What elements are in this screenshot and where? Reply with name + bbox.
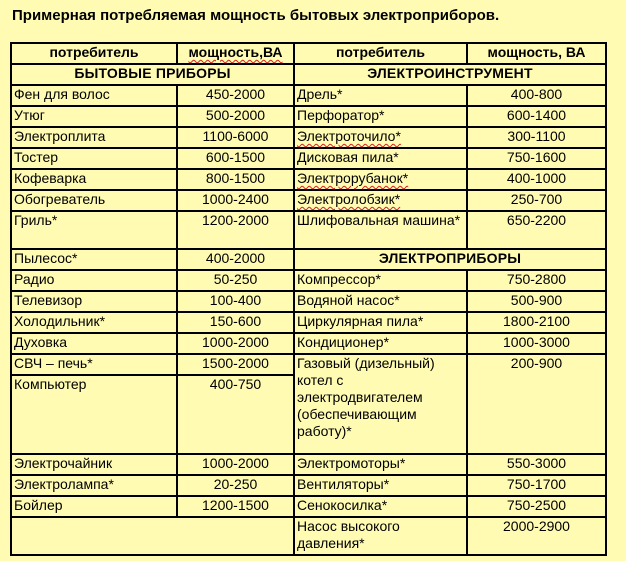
left-name: Радио: [11, 270, 177, 291]
tool-name: Электроточило*: [294, 127, 467, 148]
header-consumer-left: потребитель: [11, 43, 177, 64]
appliance-power: 500-900: [467, 291, 606, 312]
tool-power: 400-1000: [467, 169, 606, 190]
left-name: Телевизор: [11, 291, 177, 312]
left-power: 800-1500: [177, 169, 294, 190]
tool-power: 250-700: [467, 190, 606, 211]
appliance-power: 1000-3000: [467, 333, 606, 354]
appliance-power: 750-2800: [467, 270, 606, 291]
table-row: [11, 354, 606, 375]
empty-cell: [11, 517, 294, 555]
table-row: [11, 249, 606, 270]
tool-power: 400-800: [467, 85, 606, 106]
left-name: Компьютер: [11, 375, 177, 454]
left-power: 500-2000: [177, 106, 294, 127]
table-row: [11, 169, 606, 190]
appliance-power: 200-900: [467, 354, 606, 454]
left-name: Кофеварка: [11, 169, 177, 190]
left-power: 1500-2000: [177, 354, 294, 375]
table-row: [11, 127, 606, 148]
tool-power: 300-1100: [467, 127, 606, 148]
page-title: Примерная потребляемая мощность бытовых электроприборов.: [12, 7, 500, 24]
section-tools: ЭЛЕКТРОИНСТРУМЕНТ: [294, 64, 606, 85]
left-name: Бойлер: [11, 496, 177, 517]
header-power-right: мощность, ВА: [467, 43, 606, 64]
left-power: 1000-2000: [177, 454, 294, 475]
table-row: [11, 190, 606, 211]
left-power: 1200-2000: [177, 211, 294, 249]
appliance-name: Насос высокого давления*: [294, 517, 467, 555]
left-power: 1200-1500: [177, 496, 294, 517]
table-row: [11, 291, 606, 312]
table-row: [11, 270, 606, 291]
appliance-power: 550-3000: [467, 454, 606, 475]
appliance-name: Кондиционер*: [294, 333, 467, 354]
left-name: Утюг: [11, 106, 177, 127]
appliance-name: Компрессор*: [294, 270, 467, 291]
left-name: Электроплита: [11, 127, 177, 148]
appliance-name: Сенокосилка*: [294, 496, 467, 517]
left-name: Тостер: [11, 148, 177, 169]
appliance-name: Циркулярная пила*: [294, 312, 467, 333]
tool-name: Шлифовальная машина*: [294, 211, 467, 249]
table-row: [11, 148, 606, 169]
table-row: [11, 496, 606, 517]
appliance-power: 2000-2900: [467, 517, 606, 555]
section-appliances: ЭЛЕКТРОПРИБОРЫ: [294, 249, 606, 270]
left-power: 100-400: [177, 291, 294, 312]
left-power: 150-600: [177, 312, 294, 333]
table-row: [11, 333, 606, 354]
table-row: [11, 211, 606, 249]
tool-name: Электролобзик*: [294, 190, 467, 211]
left-power: 20-250: [177, 475, 294, 496]
left-name: Пылесос*: [11, 249, 177, 270]
table-row: [11, 517, 606, 555]
power-table: [10, 42, 607, 556]
left-power: 400-750: [177, 375, 294, 454]
left-name: СВЧ – печь*: [11, 354, 177, 375]
tool-name: Электрорубанок*: [294, 169, 467, 190]
appliance-name: Вентиляторы*: [294, 475, 467, 496]
tool-power: 650-2200: [467, 211, 606, 249]
appliance-power: 750-1700: [467, 475, 606, 496]
table-row: [11, 454, 606, 475]
left-name: Гриль*: [11, 211, 177, 249]
left-power: 1000-2000: [177, 333, 294, 354]
left-name: Холодильник*: [11, 312, 177, 333]
section-household: БЫТОВЫЕ ПРИБОРЫ: [11, 64, 294, 85]
tool-name: Дисковая пила*: [294, 148, 467, 169]
left-power: 1100-6000: [177, 127, 294, 148]
header-power-left: мощность,ВА: [177, 43, 294, 64]
left-name: Духовка: [11, 333, 177, 354]
table-row: [11, 312, 606, 333]
left-power: 50-250: [177, 270, 294, 291]
appliance-power: 750-2500: [467, 496, 606, 517]
appliance-name: Газовый (дизельный) котел с электродвигателем (обеспечивающим работу)*: [294, 354, 467, 454]
table-header-row: [11, 43, 606, 64]
left-name: Электролампа*: [11, 475, 177, 496]
left-name: Обогреватель: [11, 190, 177, 211]
left-name: Электрочайник: [11, 454, 177, 475]
left-power: 1000-2400: [177, 190, 294, 211]
header-consumer-right: потребитель: [294, 43, 467, 64]
tool-name: Дрель*: [294, 85, 467, 106]
left-power: 450-2000: [177, 85, 294, 106]
left-name: Фен для волос: [11, 85, 177, 106]
left-power: 400-2000: [177, 249, 294, 270]
tool-power: 600-1400: [467, 106, 606, 127]
table-row: [11, 106, 606, 127]
tool-name: Перфоратор*: [294, 106, 467, 127]
appliance-power: 1800-2100: [467, 312, 606, 333]
appliance-name: Электромоторы*: [294, 454, 467, 475]
table-row: [11, 475, 606, 496]
appliance-name: Водяной насос*: [294, 291, 467, 312]
section-row: [11, 64, 606, 85]
table-row: [11, 85, 606, 106]
tool-power: 750-1600: [467, 148, 606, 169]
left-power: 600-1500: [177, 148, 294, 169]
